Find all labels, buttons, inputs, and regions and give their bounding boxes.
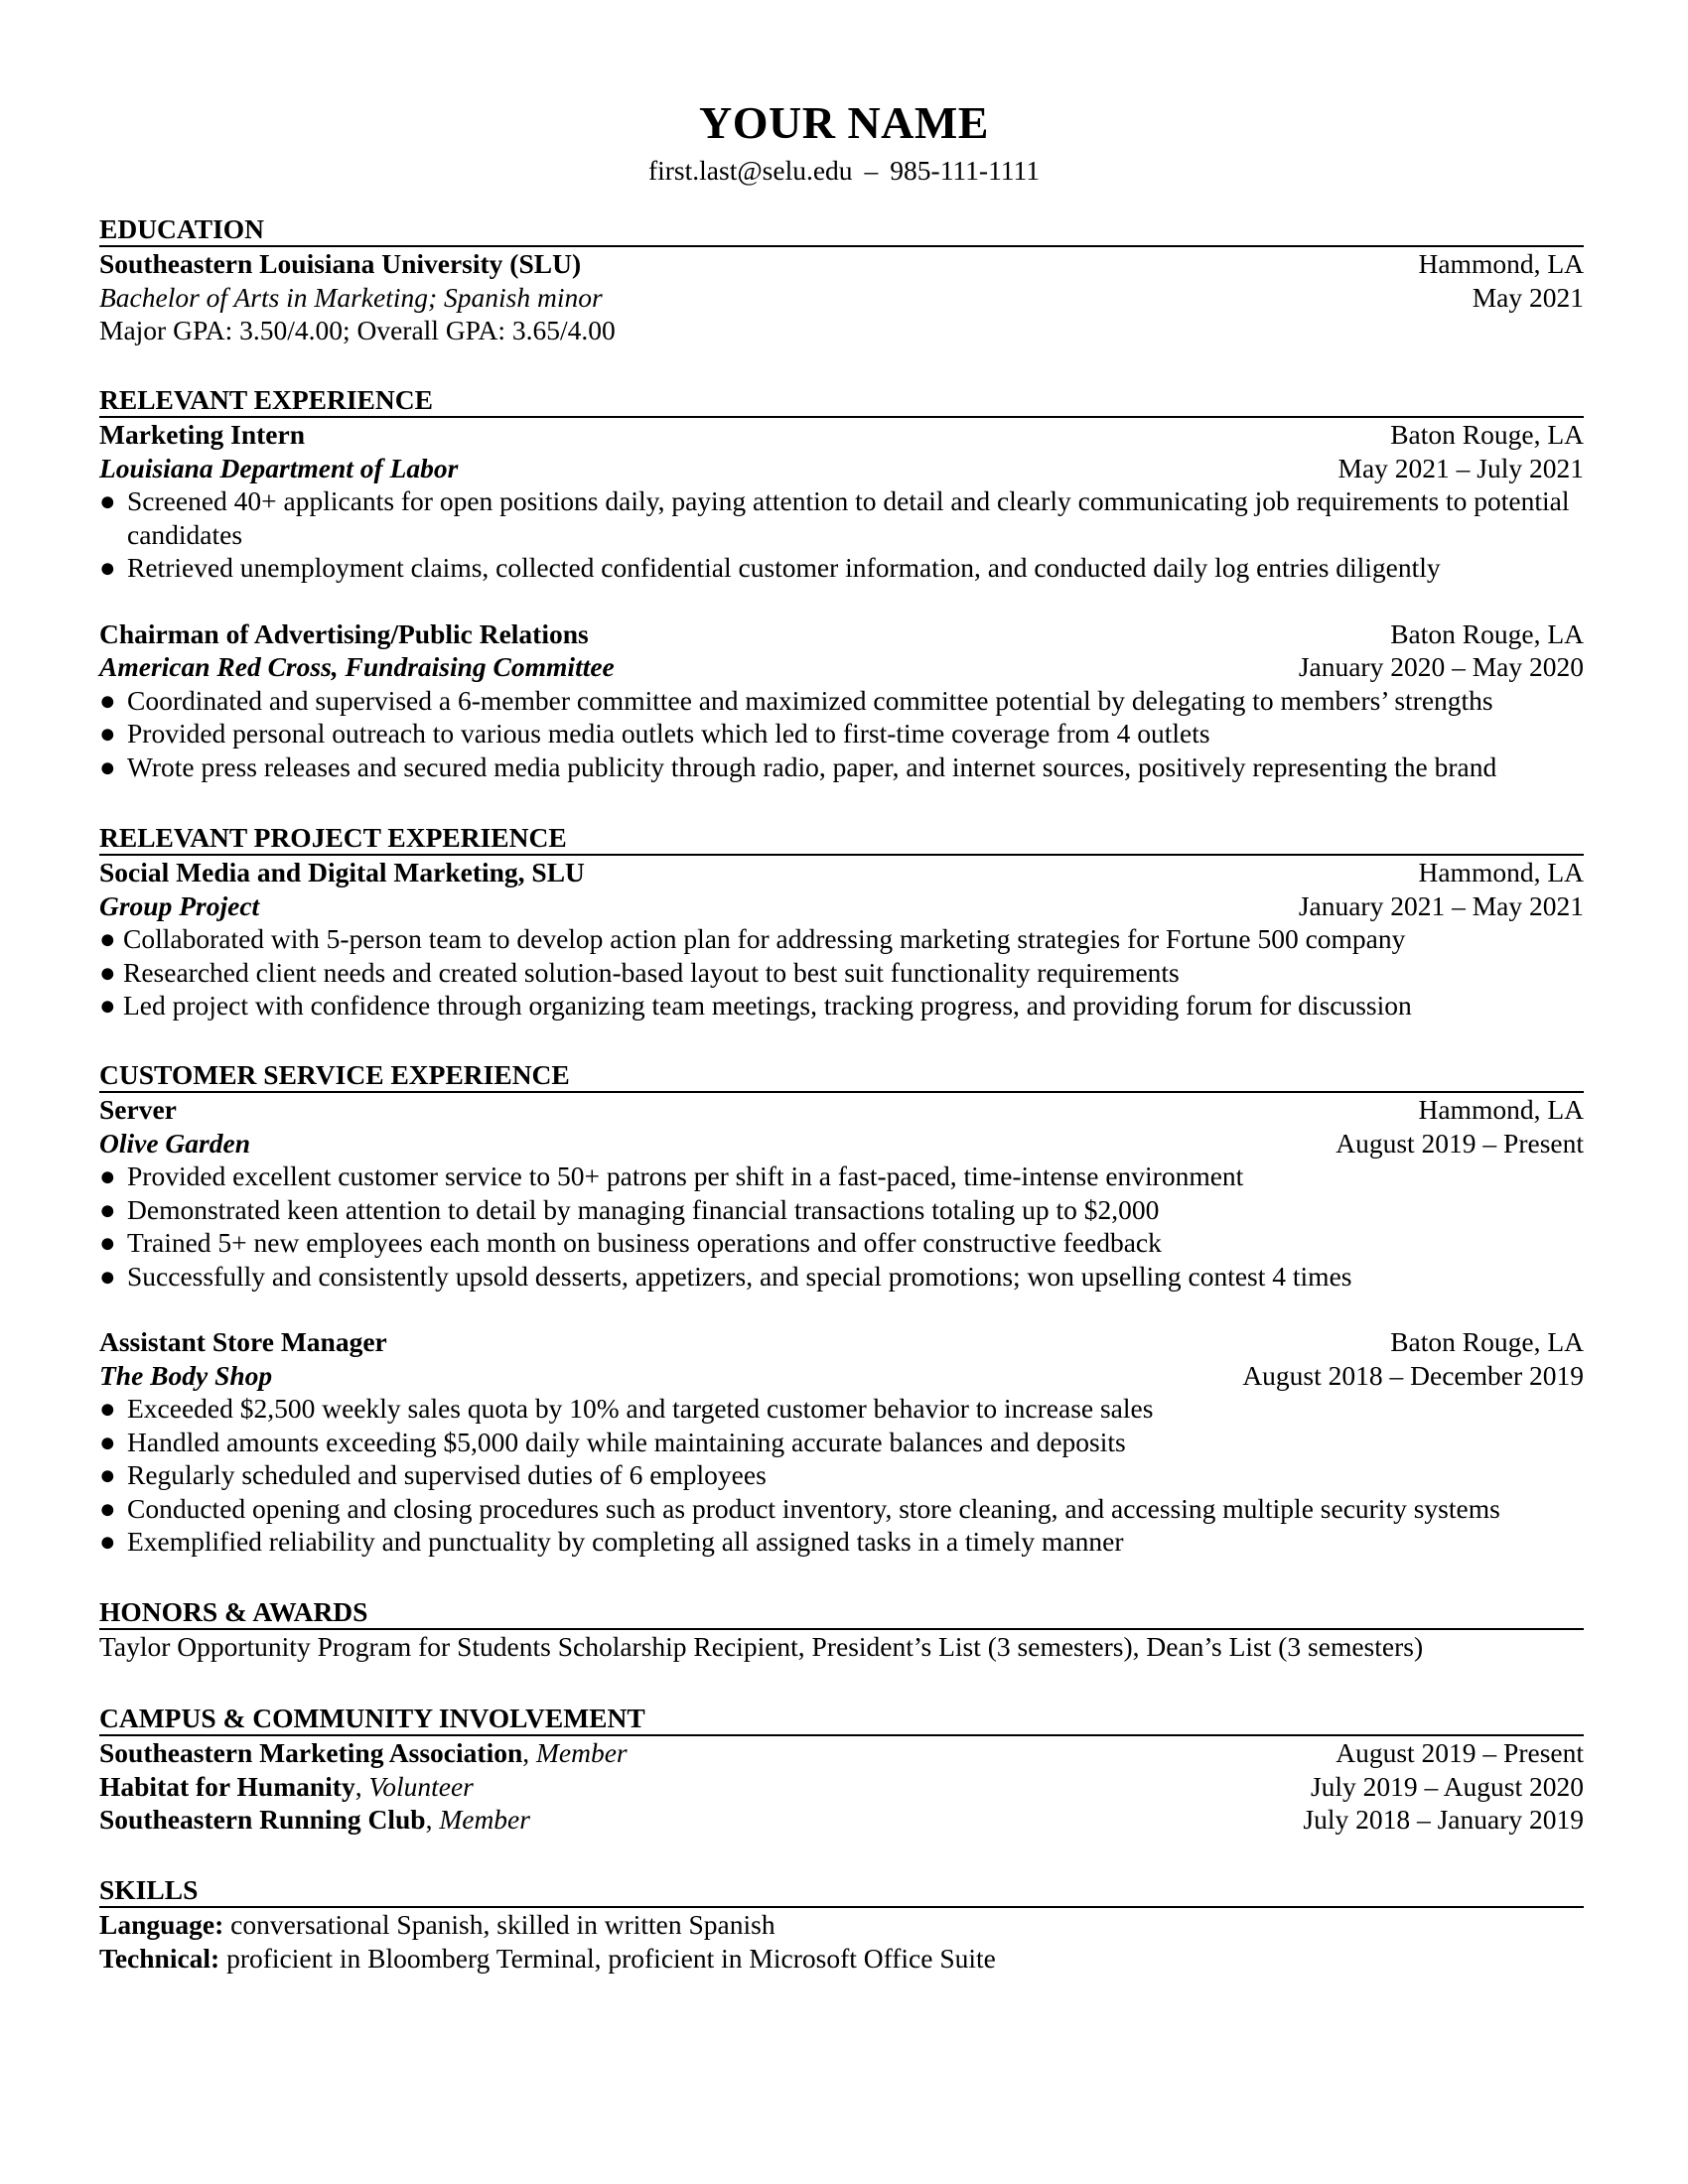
section-title-customer-service: CUSTOMER SERVICE EXPERIENCE bbox=[99, 1058, 1584, 1093]
gpa-line: Major GPA: 3.50/4.00; Overall GPA: 3.65/4.00 bbox=[99, 315, 616, 345]
job-date: May 2021 – July 2021 bbox=[1337, 452, 1584, 483]
job-location: Baton Rouge, LA bbox=[1390, 1326, 1584, 1357]
bullet-icon: ● bbox=[99, 1492, 116, 1524]
bullet-icon: ● bbox=[99, 923, 116, 954]
bullet-item bbox=[99, 1458, 1584, 1492]
honors-section bbox=[99, 1595, 1584, 1664]
job-entry bbox=[99, 418, 1584, 585]
bullet-item bbox=[99, 989, 1584, 1023]
school-name: Southeastern Louisiana University (SLU) bbox=[99, 248, 582, 279]
skill-text: conversational Spanish, skilled in written Spanish bbox=[230, 1909, 775, 1940]
section-title-skills: SKILLS bbox=[99, 1873, 1584, 1908]
bullet-text: Trained 5+ new employees each month on business operations and offer constructive feedback bbox=[127, 1227, 1162, 1258]
project-bullets bbox=[99, 922, 1584, 1023]
job-org-row bbox=[99, 1127, 1584, 1160]
bullet-item bbox=[99, 922, 1584, 956]
bullet-icon: ● bbox=[99, 1459, 116, 1490]
project-experience-section bbox=[99, 821, 1584, 1023]
project-date: January 2021 – May 2021 bbox=[1298, 889, 1584, 921]
resume-header bbox=[99, 95, 1589, 189]
bullet-item bbox=[99, 684, 1584, 718]
job-organization: Louisiana Department of Labor bbox=[99, 452, 459, 483]
job-location: Baton Rouge, LA bbox=[1390, 617, 1584, 649]
involvement-row bbox=[99, 1770, 1584, 1804]
project-org-row bbox=[99, 889, 1584, 923]
bullet-icon: ● bbox=[99, 1526, 116, 1557]
bullet-icon: ● bbox=[99, 1260, 116, 1292]
phone-number: 985-111-1111 bbox=[890, 155, 1041, 186]
job-location: Hammond, LA bbox=[1418, 1094, 1584, 1125]
involvement-separator: , bbox=[522, 1737, 530, 1768]
contact-line bbox=[99, 153, 1589, 189]
involvement-row bbox=[99, 1736, 1584, 1770]
bullet-icon: ● bbox=[99, 485, 116, 516]
bullet-icon: ● bbox=[99, 990, 116, 1021]
job-location: Baton Rouge, LA bbox=[1390, 419, 1584, 450]
involvement-row bbox=[99, 1803, 1584, 1837]
bullet-text: Exemplified reliability and punctuality by completing all assigned tasks in a timely manner bbox=[127, 1526, 1124, 1557]
skill-label: Language: bbox=[99, 1909, 224, 1940]
bullet-item bbox=[99, 551, 1584, 585]
job-role: Server bbox=[99, 1094, 177, 1125]
contact-separator: – bbox=[864, 155, 879, 186]
bullet-text: Retrieved unemployment claims, collected confidential customer information, and conducted daily log entries diligently bbox=[127, 552, 1441, 583]
job-entry bbox=[99, 1093, 1584, 1293]
education-degree-row bbox=[99, 281, 1584, 315]
bullet-text: Wrote press releases and secured media publicity through radio, paper, and internet sources, positively representing the brand bbox=[127, 751, 1497, 782]
job-organization: American Red Cross, Fundraising Committee bbox=[99, 651, 615, 682]
honors-text: Taylor Opportunity Program for Students Scholarship Recipient, President’s List (3 semesters), Dean’s List (3 semesters) bbox=[99, 1631, 1424, 1662]
bullet-item bbox=[99, 1193, 1584, 1227]
job-role: Marketing Intern bbox=[99, 419, 305, 450]
job-bullets bbox=[99, 684, 1584, 784]
section-title-honors: HONORS & AWARDS bbox=[99, 1595, 1584, 1630]
job-bullets bbox=[99, 484, 1584, 585]
involvement-separator: , bbox=[354, 1770, 362, 1802]
bullet-icon: ● bbox=[99, 751, 116, 782]
skill-text: proficient in Bloomberg Terminal, proficient in Microsoft Office Suite bbox=[226, 1942, 996, 1974]
project-role-row bbox=[99, 856, 1584, 889]
bullet-icon: ● bbox=[99, 1160, 116, 1191]
bullet-item bbox=[99, 1492, 1584, 1526]
customer-service-section bbox=[99, 1058, 1584, 1559]
candidate-name: YOUR NAME bbox=[699, 97, 989, 148]
bullet-text: Exceeded $2,500 weekly sales quota by 10% and targeted customer behavior to increase sales bbox=[127, 1393, 1154, 1424]
bullet-icon: ● bbox=[99, 1193, 116, 1225]
involvement-date: July 2019 – August 2020 bbox=[1310, 1770, 1584, 1802]
project-location: Hammond, LA bbox=[1418, 857, 1584, 887]
bullet-item bbox=[99, 1226, 1584, 1260]
job-role: Assistant Store Manager bbox=[99, 1326, 387, 1357]
bullet-text: Regularly scheduled and supervised duties of 6 employees bbox=[127, 1459, 767, 1490]
bullet-item bbox=[99, 1160, 1584, 1193]
bullet-item bbox=[99, 1525, 1584, 1559]
job-org-row bbox=[99, 452, 1584, 485]
involvement-org: Southeastern Marketing Association bbox=[99, 1737, 523, 1768]
involvement-date: August 2019 – Present bbox=[1336, 1737, 1584, 1768]
relevant-experience-section bbox=[99, 383, 1584, 783]
bullet-text: Researched client needs and created solution-based layout to best suit functionality requirements bbox=[123, 956, 1180, 988]
job-role-row bbox=[99, 617, 1584, 651]
bullet-text: Collaborated with 5-person team to develop action plan for addressing marketing strategies for Fortune 500 company bbox=[123, 923, 1406, 954]
bullet-item bbox=[99, 484, 1584, 551]
skill-line bbox=[99, 1908, 1584, 1942]
involvement-org: Habitat for Humanity bbox=[99, 1770, 355, 1802]
job-role-row bbox=[99, 418, 1584, 452]
job-entry bbox=[99, 1325, 1584, 1559]
bullet-text: Coordinated and supervised a 6-member committee and maximized committee potential by delegating to members’ strengths bbox=[127, 684, 1493, 716]
involvement-separator: , bbox=[425, 1804, 433, 1835]
project-type: Group Project bbox=[99, 889, 260, 921]
bullet-item bbox=[99, 751, 1584, 784]
involvement-role: Member bbox=[439, 1804, 530, 1835]
job-organization: The Body Shop bbox=[99, 1359, 273, 1391]
job-date: August 2018 – December 2019 bbox=[1242, 1359, 1584, 1391]
bullet-icon: ● bbox=[99, 718, 116, 749]
involvement-role: Member bbox=[536, 1737, 628, 1768]
email-address: first.last@selu.edu bbox=[647, 155, 853, 186]
section-title-education: EDUCATION bbox=[99, 212, 1584, 247]
job-org-row bbox=[99, 1359, 1584, 1393]
skill-label: Technical: bbox=[99, 1942, 220, 1974]
bullet-text: Provided personal outreach to various media outlets which led to first-time coverage from 4 outlets bbox=[127, 718, 1210, 749]
bullet-icon: ● bbox=[99, 956, 116, 988]
job-entry bbox=[99, 617, 1584, 784]
job-role-row bbox=[99, 1325, 1584, 1359]
involvement-section bbox=[99, 1702, 1584, 1837]
education-section bbox=[99, 212, 1584, 347]
bullet-item bbox=[99, 1392, 1584, 1426]
bullet-item bbox=[99, 1260, 1584, 1294]
job-date: August 2019 – Present bbox=[1336, 1127, 1584, 1159]
bullet-icon: ● bbox=[99, 1227, 116, 1258]
project-entry bbox=[99, 856, 1584, 1023]
bullet-text: Conducted opening and closing procedures such as product inventory, store cleaning, and accessing multiple security systems bbox=[127, 1492, 1500, 1524]
bullet-text: Led project with confidence through organizing team meetings, tracking progress, and providing forum for discussion bbox=[123, 990, 1412, 1021]
job-org-row bbox=[99, 650, 1584, 684]
job-bullets bbox=[99, 1160, 1584, 1293]
bullet-icon: ● bbox=[99, 1393, 116, 1424]
involvement-org: Southeastern Running Club bbox=[99, 1804, 426, 1835]
education-school-row bbox=[99, 247, 1584, 281]
section-title-involvement: CAMPUS & COMMUNITY INVOLVEMENT bbox=[99, 1702, 1584, 1736]
bullet-item bbox=[99, 717, 1584, 751]
degree-name: Bachelor of Arts in Marketing; Spanish minor bbox=[99, 281, 603, 313]
job-role: Chairman of Advertising/Public Relations bbox=[99, 617, 589, 649]
skills-section bbox=[99, 1873, 1584, 1975]
skill-line bbox=[99, 1942, 1584, 1976]
bullet-icon: ● bbox=[99, 1426, 116, 1457]
job-role-row bbox=[99, 1093, 1584, 1127]
job-date: January 2020 – May 2020 bbox=[1298, 651, 1584, 682]
school-location: Hammond, LA bbox=[1418, 248, 1584, 279]
bullet-text: Provided excellent customer service to 50+ patrons per shift in a fast-paced, time-intense environment bbox=[127, 1160, 1244, 1191]
job-bullets bbox=[99, 1392, 1584, 1559]
involvement-date: July 2018 – January 2019 bbox=[1303, 1804, 1584, 1835]
section-title-relevant-experience: RELEVANT EXPERIENCE bbox=[99, 383, 1584, 418]
job-organization: Olive Garden bbox=[99, 1127, 250, 1159]
bullet-icon: ● bbox=[99, 684, 116, 716]
bullet-item bbox=[99, 956, 1584, 990]
graduation-date: May 2021 bbox=[1472, 281, 1584, 313]
bullet-text: Demonstrated keen attention to detail by managing financial transactions totaling up to $2,000 bbox=[127, 1193, 1160, 1225]
bullet-item bbox=[99, 1426, 1584, 1459]
bullet-text: Handled amounts exceeding $5,000 daily while maintaining accurate balances and deposits bbox=[127, 1426, 1126, 1457]
bullet-text: Successfully and consistently upsold desserts, appetizers, and special promotions; won upselling contest 4 times bbox=[127, 1260, 1352, 1292]
bullet-icon: ● bbox=[99, 552, 116, 583]
section-title-project-experience: RELEVANT PROJECT EXPERIENCE bbox=[99, 821, 1584, 856]
project-name: Social Media and Digital Marketing, SLU bbox=[99, 857, 585, 887]
bullet-text: Screened 40+ applicants for open positions daily, paying attention to detail and clearly communicating job requirements to potential candidates bbox=[127, 485, 1570, 550]
involvement-role: Volunteer bbox=[368, 1770, 474, 1802]
